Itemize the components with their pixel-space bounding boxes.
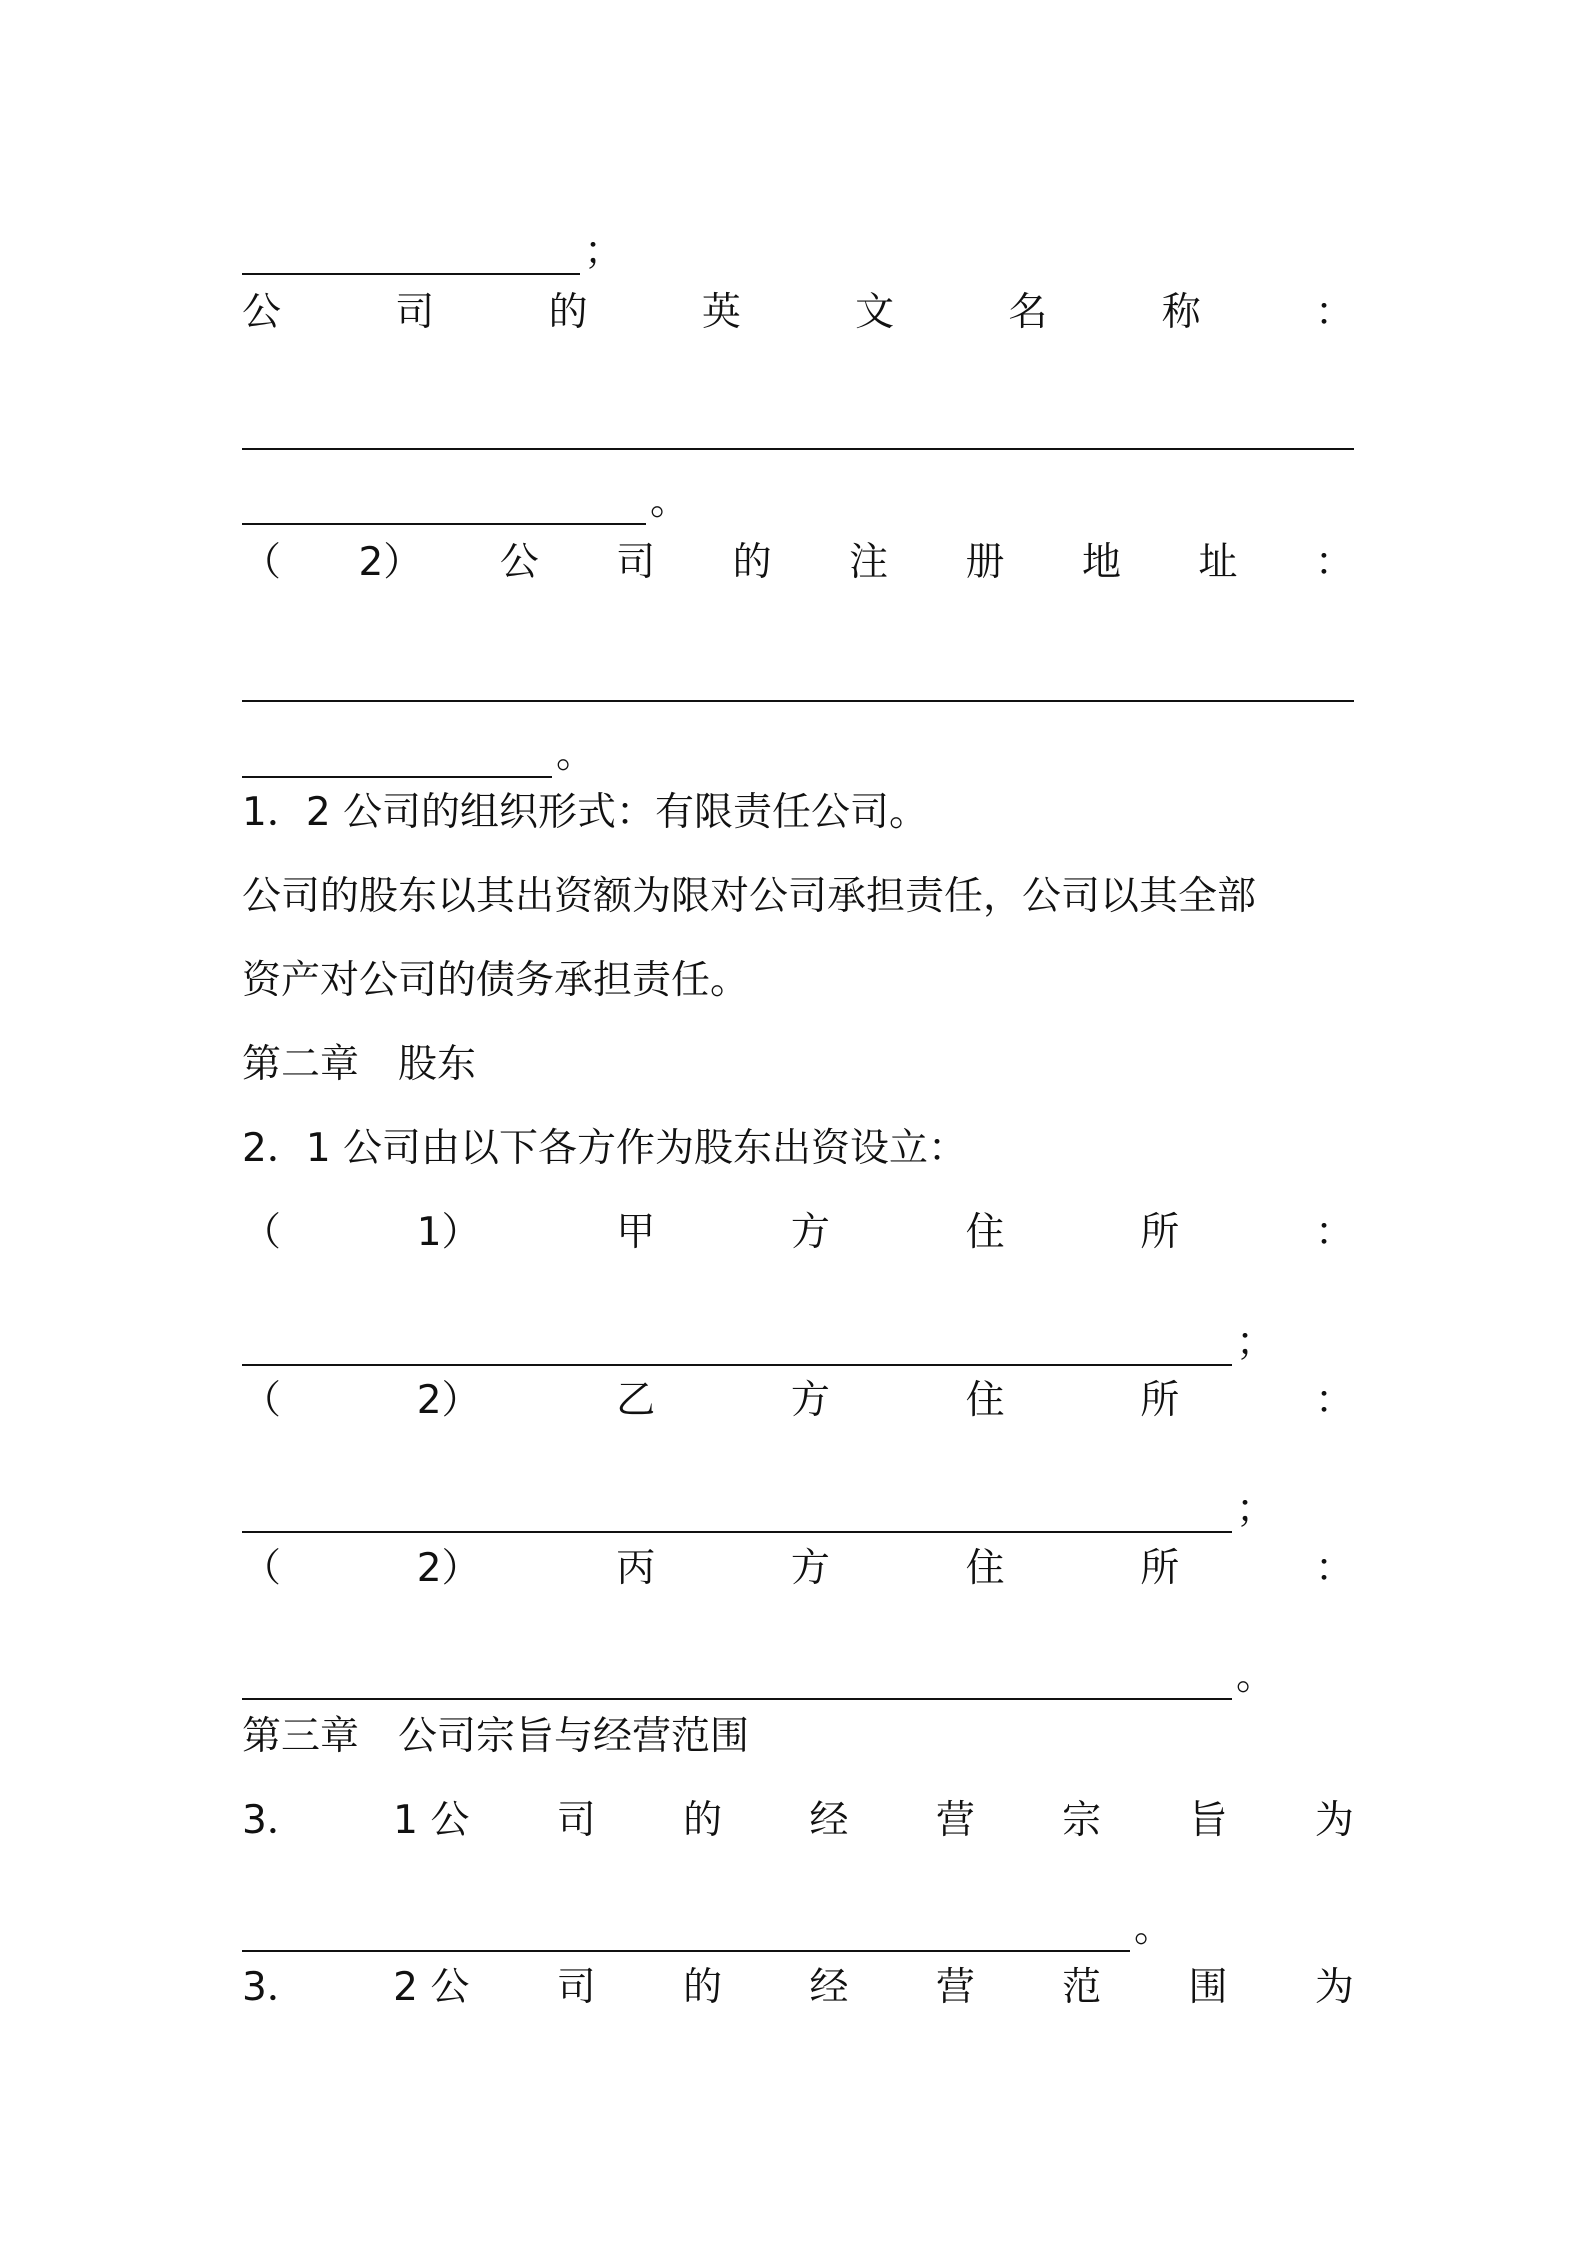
punctuation: ； xyxy=(584,229,624,274)
blank-line-english-name xyxy=(242,380,1354,450)
char: 3． xyxy=(242,1965,306,2010)
char: 1） xyxy=(416,1210,481,1255)
char: 营 xyxy=(935,1965,975,2010)
char: （ xyxy=(242,1546,282,1591)
char: 司 xyxy=(395,290,435,335)
blank-line-party-a xyxy=(242,1296,1354,1366)
char: （ xyxy=(242,1210,282,1255)
char: 所 xyxy=(1140,1378,1180,1423)
char: （ xyxy=(242,540,282,585)
char: 册 xyxy=(965,540,1005,585)
char: 宗 xyxy=(1062,1798,1102,1843)
clause-3-1 xyxy=(242,1786,1354,1856)
char: 名 xyxy=(1008,290,1048,335)
label-registered-address xyxy=(242,528,1354,598)
blank-line-address xyxy=(242,632,1354,702)
char: 甲 xyxy=(616,1210,656,1255)
char: （ xyxy=(242,1378,282,1423)
char: 旨 xyxy=(1188,1798,1228,1843)
label-party-c-address xyxy=(242,1534,1354,1604)
char: 的 xyxy=(683,1965,723,2010)
char: 乙 xyxy=(616,1378,656,1423)
label-english-name xyxy=(242,278,1354,348)
char: 方 xyxy=(790,1546,830,1591)
char: 方 xyxy=(790,1210,830,1255)
blank-line-english-name-end xyxy=(242,455,1354,525)
char: ： xyxy=(1314,1210,1354,1255)
char: 营 xyxy=(935,1798,975,1843)
char: 3． xyxy=(242,1798,306,1843)
char: 司 xyxy=(556,1965,596,2010)
char: 方 xyxy=(790,1378,830,1423)
char: 的 xyxy=(683,1798,723,1843)
char: ： xyxy=(1314,1378,1354,1423)
char: 住 xyxy=(965,1378,1005,1423)
paragraph-line: 公司的股东以其出资额为限对公司承担责任，公司以其全部 xyxy=(242,874,1257,919)
char: 公 xyxy=(499,540,539,585)
fill-blank xyxy=(242,1485,1232,1533)
char: 住 xyxy=(965,1210,1005,1255)
fill-blank xyxy=(242,1904,1130,1952)
char: 的 xyxy=(732,540,772,585)
blank-line-party-b xyxy=(242,1463,1354,1533)
char: 的 xyxy=(548,290,588,335)
char: 1 公 xyxy=(393,1798,470,1843)
char: 住 xyxy=(965,1546,1005,1591)
punctuation: 。 xyxy=(650,479,690,524)
paragraph-line: 资产对公司的债务承担责任。 xyxy=(242,958,750,1003)
char: 司 xyxy=(616,540,656,585)
clause-3-2 xyxy=(242,1953,1354,2023)
chapter-three-heading: 第三章 公司宗旨与经营范围 xyxy=(242,1714,750,1759)
clause-2-1: 2．1 公司由以下各方作为股东出资设立： xyxy=(242,1126,968,1171)
blank-line-address-end xyxy=(242,708,1354,778)
fill-blank xyxy=(242,477,646,525)
char: 经 xyxy=(809,1798,849,1843)
char: 围 xyxy=(1188,1965,1228,2010)
fill-blank xyxy=(242,1652,1232,1700)
punctuation: 。 xyxy=(1236,1654,1276,1699)
char: ： xyxy=(1314,540,1354,585)
char: 司 xyxy=(556,1798,596,1843)
char: 范 xyxy=(1062,1965,1102,2010)
char: 文 xyxy=(855,290,895,335)
char: 址 xyxy=(1198,540,1238,585)
char: 2 公 xyxy=(393,1965,470,2010)
char: 地 xyxy=(1081,540,1121,585)
punctuation: ； xyxy=(1236,1320,1276,1365)
fill-blank xyxy=(242,227,580,275)
clause-1-2: 1．2 公司的组织形式：有限责任公司。 xyxy=(242,790,929,835)
char: 2） xyxy=(416,1546,481,1591)
char: ： xyxy=(1314,1546,1354,1591)
char: 经 xyxy=(809,1965,849,2010)
char: 所 xyxy=(1140,1210,1180,1255)
char: 2） xyxy=(416,1378,481,1423)
fill-blank xyxy=(242,654,1354,702)
punctuation: 。 xyxy=(1134,1906,1174,1951)
blank-line-company-name-end xyxy=(242,205,1354,275)
char: 为 xyxy=(1314,1965,1354,2010)
fill-blank xyxy=(242,1318,1232,1366)
blank-line-purpose xyxy=(242,1882,1354,1952)
chapter-two-heading: 第二章 股东 xyxy=(242,1042,477,1087)
punctuation: ； xyxy=(1236,1487,1276,1532)
punctuation: 。 xyxy=(556,732,596,777)
char: 为 xyxy=(1314,1798,1354,1843)
char: 公 xyxy=(242,290,282,335)
char: 注 xyxy=(849,540,889,585)
char: 英 xyxy=(701,290,741,335)
char: 所 xyxy=(1140,1546,1180,1591)
char: 丙 xyxy=(616,1546,656,1591)
char: 称 xyxy=(1161,290,1201,335)
label-party-b-address xyxy=(242,1366,1354,1436)
char: 2） xyxy=(358,540,423,585)
char: ： xyxy=(1314,290,1354,335)
label-party-a-address xyxy=(242,1198,1354,1268)
fill-blank xyxy=(242,402,1354,450)
fill-blank xyxy=(242,730,552,778)
blank-line-party-c xyxy=(242,1630,1354,1700)
